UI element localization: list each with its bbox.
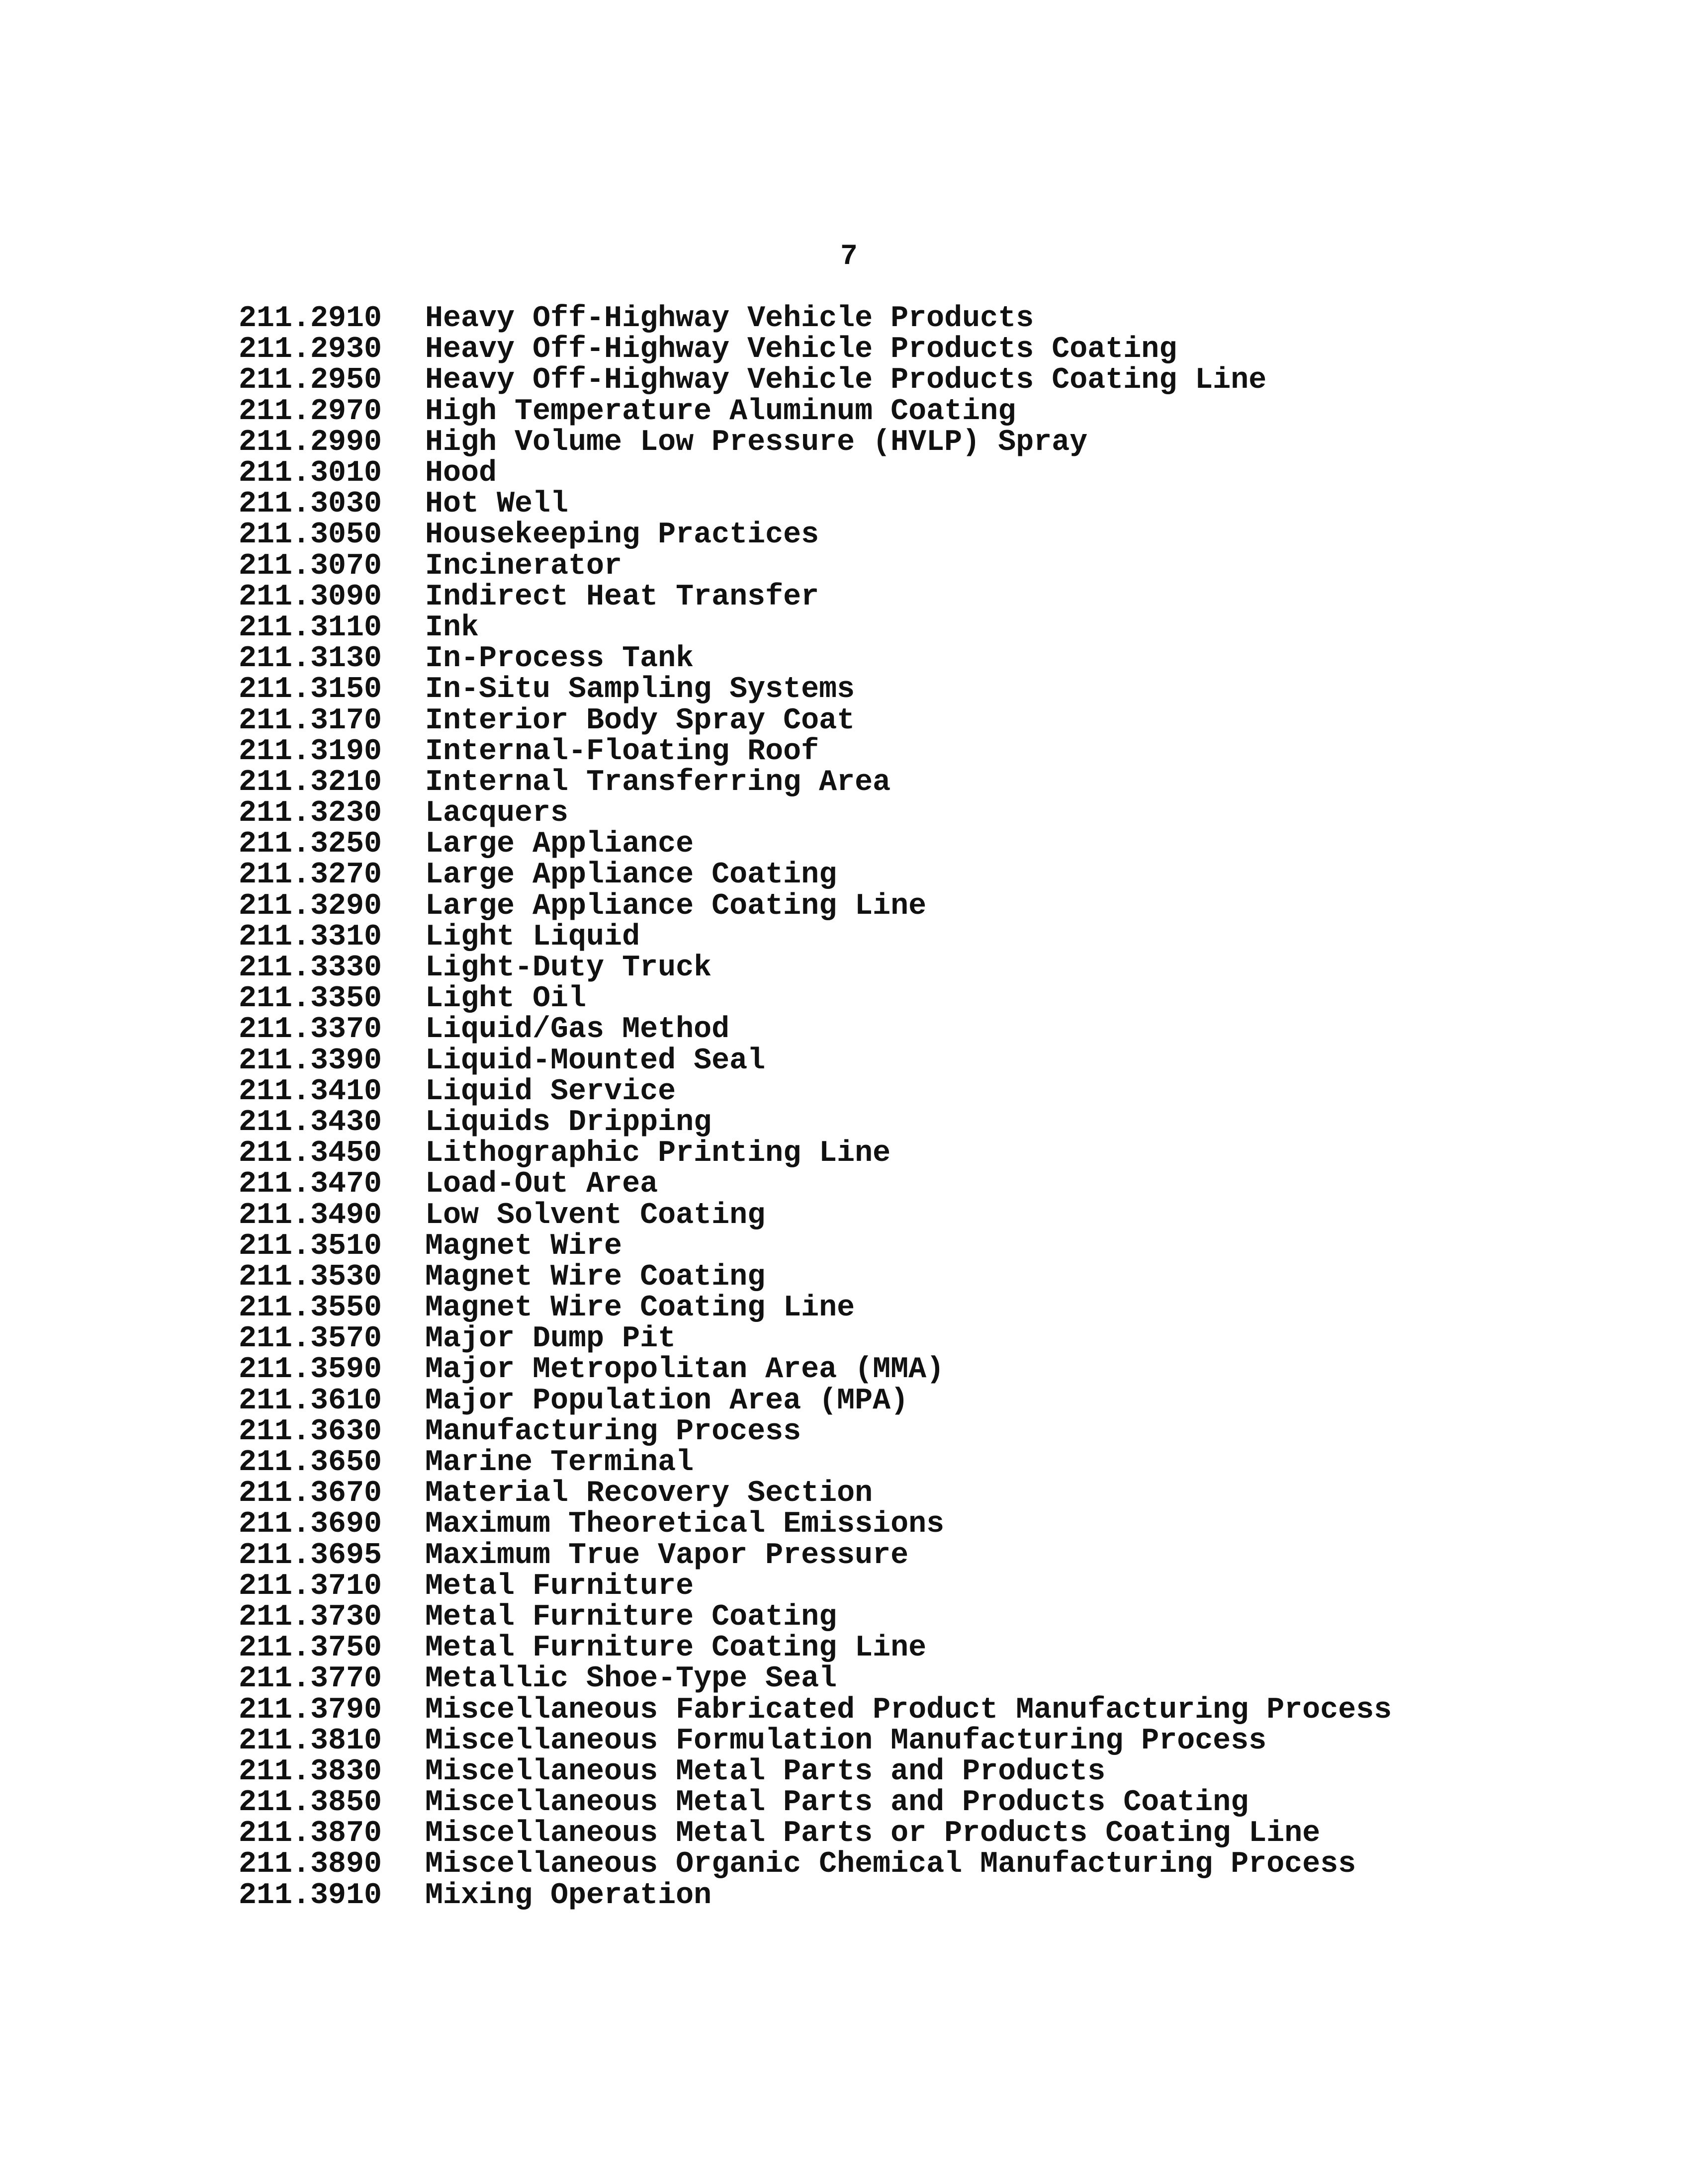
definition-entry [239,1787,1392,1818]
definition-entry [239,396,1392,427]
section-number: 211.3350 [239,982,382,1016]
defined-term: Low Solvent Coating [425,1198,766,1232]
definition-entry [239,551,1392,582]
definition-entry [239,1293,1392,1323]
defined-term: In-Process Tank [425,642,694,676]
section-number: 211.2930 [239,333,382,367]
definition-entry [239,953,1392,983]
definition-entry [239,582,1392,612]
definition-entry [239,334,1392,365]
definition-entry [239,736,1392,767]
definition-entry [239,1076,1392,1107]
section-number: 211.3470 [239,1167,382,1202]
definition-entry [239,922,1392,953]
definition-entry [239,612,1392,643]
section-number: 211.3070 [239,549,382,583]
definition-entry [239,1540,1392,1571]
defined-term: Magnet Wire [425,1229,622,1263]
section-number: 211.3330 [239,951,382,985]
definition-entry [239,1416,1392,1447]
section-number: 211.3410 [239,1074,382,1109]
defined-term: Lacquers [425,796,569,831]
defined-term: Indirect Heat Transfer [425,580,819,614]
defined-term: Metallic Shoe-Type Seal [425,1662,837,1696]
section-number: 211.3670 [239,1477,382,1511]
definition-entry [239,1046,1392,1076]
defined-term: Liquids Dripping [425,1105,712,1139]
defined-term: Major Population Area (MPA) [425,1384,909,1418]
section-number: 211.3695 [239,1538,382,1572]
section-number: 211.3110 [239,611,382,645]
page-number: 7 [840,241,858,273]
section-number: 211.3770 [239,1662,382,1696]
definition-entry [239,798,1392,829]
section-number: 211.3050 [239,518,382,552]
defined-term: Lithographic Printing Line [425,1136,891,1171]
defined-term: Load-Out Area [425,1167,658,1202]
section-number: 211.3890 [239,1847,382,1882]
section-number: 211.3150 [239,673,382,707]
section-number: 211.2950 [239,363,382,398]
defined-term: Miscellaneous Organic Chemical Manufacturing Process [425,1847,1356,1882]
definition-entry [239,1849,1392,1880]
section-number: 211.3590 [239,1353,382,1387]
definition-entry [239,458,1392,489]
defined-term: Ink [425,611,479,645]
section-number: 211.3270 [239,858,382,892]
section-number: 211.3570 [239,1322,382,1356]
definition-entry [239,674,1392,705]
section-number: 211.3510 [239,1229,382,1263]
section-number: 211.3650 [239,1446,382,1480]
section-number: 211.3010 [239,456,382,491]
section-number: 211.3810 [239,1724,382,1758]
defined-term: Maximum True Vapor Pressure [425,1538,909,1572]
definition-entry [239,520,1392,550]
section-number: 211.3290 [239,889,382,923]
definitions-list [239,303,1392,1911]
defined-term: Miscellaneous Fabricated Product Manufacturing Process [425,1693,1392,1727]
section-number: 211.3030 [239,487,382,522]
defined-term: Liquid/Gas Method [425,1013,730,1047]
section-number: 211.3550 [239,1291,382,1325]
definition-entry [239,1014,1392,1045]
definition-entry [239,1509,1392,1540]
section-number: 211.3690 [239,1507,382,1542]
definition-entry [239,643,1392,674]
definition-entry [239,1138,1392,1169]
section-number: 211.3170 [239,703,382,738]
defined-term: In-Situ Sampling Systems [425,673,855,707]
section-number: 211.3870 [239,1817,382,1851]
definition-entry [239,1633,1392,1663]
defined-term: Internal Transferring Area [425,765,891,799]
section-number: 211.3310 [239,920,382,954]
defined-term: Light Liquid [425,920,640,954]
defined-term: Metal Furniture Coating [425,1600,837,1634]
section-number: 211.3230 [239,796,382,831]
defined-term: Material Recovery Section [425,1477,873,1511]
section-number: 211.3630 [239,1414,382,1449]
definition-entry [239,1200,1392,1230]
section-number: 211.3090 [239,580,382,614]
defined-term: Metal Furniture [425,1569,694,1603]
section-number: 211.3190 [239,734,382,769]
defined-term: Interior Body Spray Coat [425,703,855,738]
definition-entry [239,891,1392,922]
definition-entry [239,767,1392,798]
section-number: 211.3850 [239,1786,382,1820]
section-number: 211.3370 [239,1013,382,1047]
defined-term: Large Appliance Coating [425,858,837,892]
defined-term: High Volume Low Pressure (HVLP) Spray [425,425,1088,459]
section-number: 211.3490 [239,1198,382,1232]
defined-term: Miscellaneous Metal Parts and Products [425,1754,1106,1789]
definition-entry [239,1602,1392,1633]
defined-term: Hot Well [425,487,569,522]
definition-entry [239,303,1392,334]
section-number: 211.2970 [239,394,382,429]
definition-entry [239,705,1392,736]
defined-term: Major Metropolitan Area (MMA) [425,1353,945,1387]
definition-entry [239,1262,1392,1293]
section-number: 211.3790 [239,1693,382,1727]
definition-entry [239,983,1392,1014]
definition-entry [239,427,1392,458]
defined-term: Miscellaneous Formulation Manufacturing Process [425,1724,1267,1758]
defined-term: Liquid-Mounted Seal [425,1044,766,1078]
section-number: 211.3910 [239,1878,382,1913]
section-number: 211.3450 [239,1136,382,1171]
definition-entry [239,1726,1392,1756]
section-number: 211.3390 [239,1044,382,1078]
section-number: 211.2910 [239,302,382,336]
definition-entry [239,365,1392,396]
section-number: 211.3430 [239,1105,382,1139]
definition-entry [239,860,1392,890]
definition-entry [239,1818,1392,1849]
definition-entry [239,1231,1392,1262]
defined-term: Hood [425,456,497,491]
defined-term: Major Dump Pit [425,1322,676,1356]
defined-term: Internal-Floating Roof [425,734,819,769]
defined-term: Liquid Service [425,1074,676,1109]
definition-entry [239,1323,1392,1354]
defined-term: Metal Furniture Coating Line [425,1631,927,1665]
definition-entry [239,1571,1392,1602]
defined-term: Large Appliance [425,827,694,862]
section-number: 211.3610 [239,1384,382,1418]
defined-term: High Temperature Aluminum Coating [425,394,1016,429]
defined-term: Incinerator [425,549,622,583]
definition-entry [239,1880,1392,1911]
section-number: 211.3530 [239,1260,382,1294]
definition-entry [239,1354,1392,1385]
section-number: 211.3210 [239,765,382,799]
defined-term: Heavy Off-Highway Vehicle Products Coating [425,333,1177,367]
defined-term: Heavy Off-Highway Vehicle Products [425,302,1034,336]
section-number: 211.3710 [239,1569,382,1603]
defined-term: Magnet Wire Coating Line [425,1291,855,1325]
defined-term: Miscellaneous Metal Parts and Products Coating [425,1786,1249,1820]
definition-entry [239,1478,1392,1509]
defined-term: Magnet Wire Coating [425,1260,766,1294]
defined-term: Maximum Theoretical Emissions [425,1507,945,1542]
section-number: 211.3750 [239,1631,382,1665]
definition-entry [239,829,1392,860]
definition-entry [239,1169,1392,1200]
definition-entry [239,1107,1392,1138]
definition-entry [239,1663,1392,1694]
definition-entry [239,1694,1392,1725]
definition-entry [239,489,1392,520]
section-number: 211.3730 [239,1600,382,1634]
definition-entry [239,1756,1392,1787]
defined-term: Miscellaneous Metal Parts or Products Coating Line [425,1817,1321,1851]
defined-term: Light-Duty Truck [425,951,712,985]
section-number: 211.2990 [239,425,382,459]
defined-term: Housekeeping Practices [425,518,819,552]
definition-entry [239,1386,1392,1416]
section-number: 211.3830 [239,1754,382,1789]
defined-term: Heavy Off-Highway Vehicle Products Coating Line [425,363,1267,398]
definition-entry [239,1447,1392,1478]
defined-term: Light Oil [425,982,587,1016]
defined-term: Large Appliance Coating Line [425,889,927,923]
section-number: 211.3250 [239,827,382,862]
defined-term: Manufacturing Process [425,1414,801,1449]
defined-term: Marine Terminal [425,1446,694,1480]
defined-term: Mixing Operation [425,1878,712,1913]
section-number: 211.3130 [239,642,382,676]
